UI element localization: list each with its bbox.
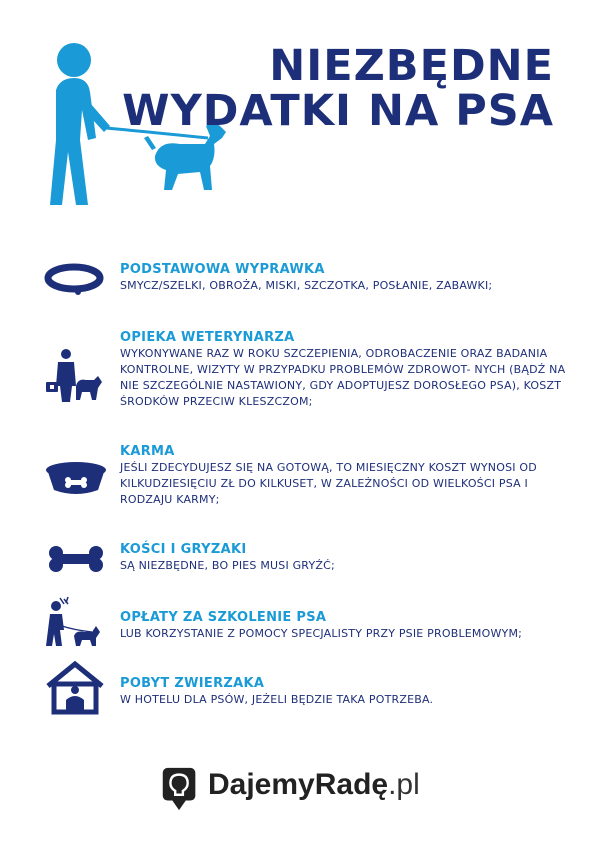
- dog-collar-icon: [44, 262, 110, 322]
- dog-house-icon: [44, 660, 110, 720]
- title-line-1: NIEZBĘDNE: [269, 41, 554, 91]
- item-heading: POBYT ZWIERZAKA: [120, 676, 265, 691]
- dog-training-icon: [44, 596, 110, 656]
- item-heading: OPŁATY ZA SZKOLENIE PSA: [120, 610, 327, 625]
- lightbulb-logo-icon: [160, 766, 200, 812]
- veterinarian-icon: [44, 348, 110, 408]
- bone-icon: [44, 542, 110, 602]
- item-heading: KOŚCI I GRYZAKI: [120, 542, 247, 557]
- title-line-2: WYDATKI NA PSA: [122, 86, 554, 136]
- item-text: WYKONYWANE RAZ W ROKU SZCZEPIENIA, ODROBACZENIE ORAZ BADANIA KONTROLNE, WIZYTY W PRZYPADKU PROBLEMÓW ZDROWOT- NYCH (BĄDŹ NA NIE SZCZEGÓLNIE NASTAWIONY, GDY ADOPTUJESZ DOROSŁEGO PSA), KOSZT ŚRODKÓW PRZECIW KLESZCZOM;: [120, 347, 566, 408]
- brand-logo: [160, 766, 450, 814]
- item-heading: PODSTAWOWA WYPRAWKA: [120, 262, 325, 277]
- item-text: JEŚLI ZDECYDUJESZ SIĘ NA GOTOWĄ, TO MIESIĘCZNY KOSZT WYNOSI OD KILKUDZIESIĘCIU ZŁ DO KILKUSET, W ZALEŻNOŚCI OD WIELKOŚCI PSA I RODZAJU KARMY;: [120, 461, 537, 506]
- item-heading: KARMA: [120, 444, 175, 459]
- page-title: [122, 41, 554, 136]
- item-text: LUB KORZYSTANIE Z POMOCY SPECJALISTY PRZY PSIE PROBLEMOWYM;: [120, 627, 523, 640]
- item-text: SĄ NIEZBĘDNE, BO PIES MUSI GRYŹĆ;: [120, 559, 335, 572]
- brand-name: DajemyRadę.pl: [208, 768, 420, 801]
- item-text: W HOTELU DLA PSÓW, JEŻELI BĘDZIE TAKA POTRZEBA.: [120, 693, 434, 706]
- item-text: SMYCZ/SZELKI, OBROŻA, MISKI, SZCZOTKA, POSŁANIE, ZABAWKI;: [120, 279, 493, 292]
- item-heading: OPIEKA WETERYNARZA: [120, 330, 295, 345]
- food-bowl-icon: [44, 460, 110, 520]
